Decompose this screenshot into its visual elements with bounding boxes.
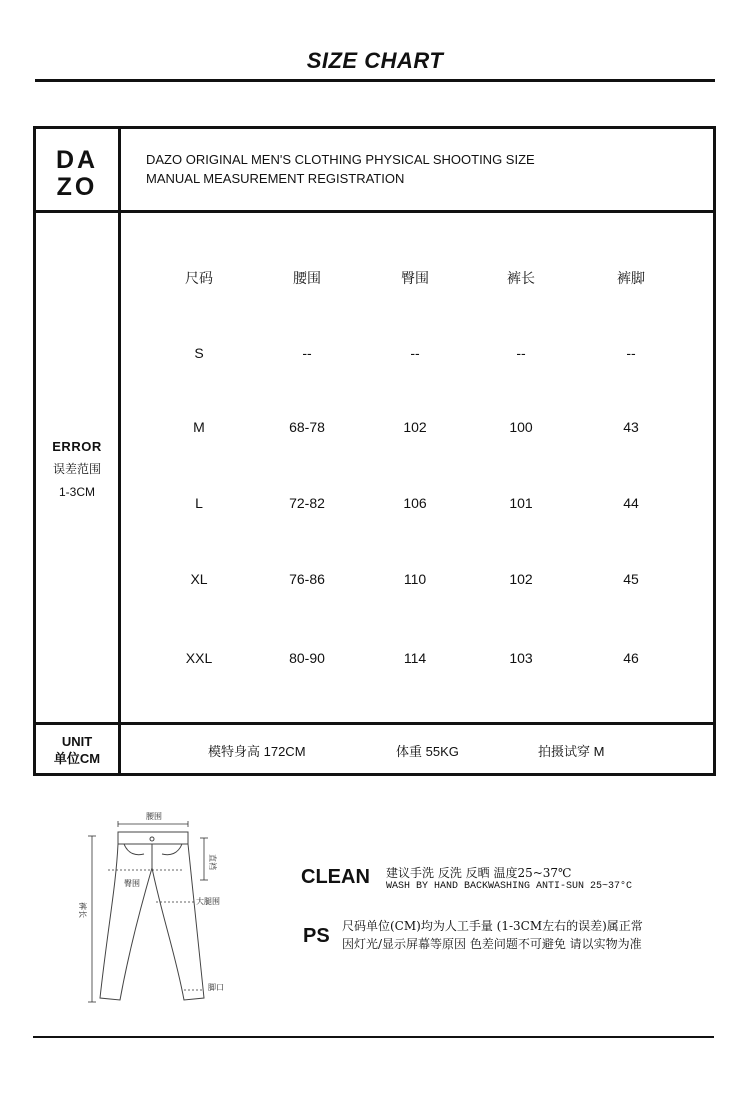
brand-logo	[36, 147, 118, 201]
column-header: 臀围	[401, 270, 429, 286]
title-divider	[35, 79, 715, 82]
brand-description	[146, 150, 535, 188]
clean-text-en: WASH BY HAND BACKWASHING ANTI-SUN 25~37°C	[386, 881, 633, 892]
size-label: M	[193, 419, 205, 435]
diagram-thigh-label: 大腿围	[196, 897, 220, 906]
table-cell: 102	[403, 419, 427, 435]
error-label: ERROR	[52, 439, 102, 454]
table-cell: 80-90	[289, 650, 325, 666]
table-cell: 102	[509, 571, 533, 587]
footer-divider	[36, 722, 713, 725]
column-header: 裤脚	[617, 270, 645, 286]
model-height: 模特身高 172CM	[208, 744, 306, 759]
diagram-rise-label: 直裆	[208, 854, 217, 870]
table-cell: --	[410, 345, 420, 361]
table-cell: --	[302, 345, 312, 361]
column-header: 裤长	[507, 270, 535, 286]
diagram-hip-label: 臀围	[124, 879, 140, 888]
pants-measurement-diagram	[72, 806, 242, 1006]
table-cell: 44	[623, 495, 639, 511]
logo-line-2: ZO	[56, 173, 98, 201]
unit-label	[36, 733, 118, 767]
error-range	[36, 435, 118, 504]
model-weight: 体重 55KG	[396, 744, 459, 759]
table-cell: 101	[509, 495, 533, 511]
description-line-2: MANUAL MEASUREMENT REGISTRATION	[146, 171, 405, 186]
table-cell: --	[626, 345, 636, 361]
unit-label-en: UNIT	[61, 734, 93, 749]
table-cell: 76-86	[289, 571, 325, 587]
table-cell: 43	[623, 419, 639, 435]
ps-line-1: 尺码单位(CM)均为人工手量 (1-3CM左右的误差)属正常	[342, 919, 643, 933]
table-cell: 100	[509, 419, 533, 435]
size-label: S	[194, 345, 204, 361]
diagram-hem-label: 脚口	[208, 983, 224, 992]
table-cell: 46	[623, 650, 639, 666]
table-cell: 114	[403, 650, 427, 666]
unit-label-cn: 单位CM	[53, 751, 101, 766]
size-label: XXL	[185, 650, 213, 666]
table-cell: --	[516, 345, 526, 361]
error-label-cn: 误差范围	[52, 462, 101, 476]
bottom-divider	[33, 1036, 714, 1038]
table-cell: 110	[403, 571, 427, 587]
table-cell: 103	[509, 650, 533, 666]
diagram-waist-label: 腰围	[146, 812, 162, 821]
model-size: 拍摄试穿 M	[538, 744, 605, 759]
ps-line-2: 因灯光/显示屏幕等原因 色差问题不可避免 请以实物为准	[342, 937, 642, 951]
clean-label: CLEAN	[301, 866, 370, 888]
page-title: SIZE CHART	[306, 48, 444, 73]
waistband-shape	[118, 832, 188, 844]
diagram-length-label: 裤长	[78, 902, 87, 918]
column-header: 尺码	[185, 270, 213, 286]
table-cell: 68-78	[289, 419, 325, 435]
ps-label: PS	[303, 925, 330, 947]
size-label: XL	[190, 571, 208, 587]
clean-text-cn: 建议手洗 反洗 反晒 温度25~37℃	[386, 866, 572, 880]
error-value: 1-3CM	[58, 485, 95, 499]
table-cell: 45	[623, 571, 639, 587]
size-label: L	[195, 495, 203, 511]
size-table	[121, 213, 713, 722]
table-cell: 106	[403, 495, 427, 511]
size-chart-table	[33, 126, 716, 776]
logo-line-1: DA	[55, 146, 99, 174]
description-line-1: DAZO ORIGINAL MEN'S CLOTHING PHYSICAL SHOOTING SIZE	[146, 152, 535, 167]
table-cell: 72-82	[289, 495, 325, 511]
column-header: 腰围	[293, 270, 321, 286]
